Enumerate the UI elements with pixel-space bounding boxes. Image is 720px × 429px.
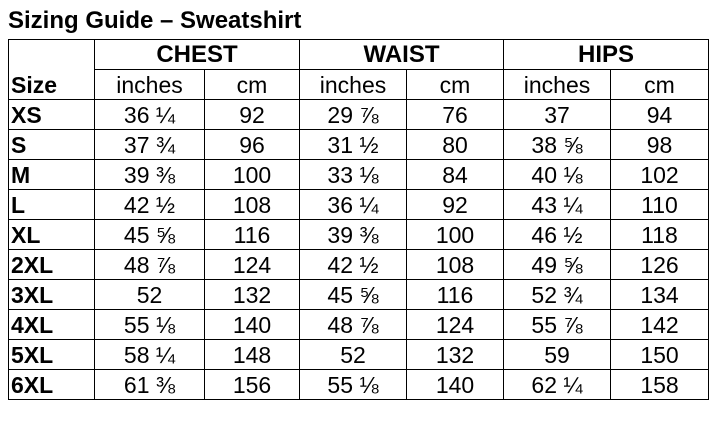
- waist-inches-cell: 42 ½: [300, 250, 407, 280]
- table-row: [9, 190, 709, 220]
- size-cell: 4XL: [9, 310, 95, 340]
- hips-cm-cell: 158: [611, 370, 709, 400]
- waist-inches-cell: 48 ⅞: [300, 310, 407, 340]
- hips-cm-cell: 110: [611, 190, 709, 220]
- hips-cm-cell: 118: [611, 220, 709, 250]
- waist-cm-cell: 92: [407, 190, 504, 220]
- waist-cm-cell: 84: [407, 160, 504, 190]
- table-row: [9, 280, 709, 310]
- chest-cm-cell: 140: [205, 310, 300, 340]
- table-row: [9, 130, 709, 160]
- chest-inches-cell: 58 ¼: [95, 340, 205, 370]
- waist-cm-cell: 108: [407, 250, 504, 280]
- chest-inches-cell: 52: [95, 280, 205, 310]
- waist-cm-cell: 124: [407, 310, 504, 340]
- chest-inches-cell: 48 ⅞: [95, 250, 205, 280]
- size-column-header: Size: [9, 40, 95, 100]
- hips-inches-cell: 43 ¼: [504, 190, 611, 220]
- waist-inches-cell: 36 ¼: [300, 190, 407, 220]
- hips-cm-cell: 102: [611, 160, 709, 190]
- hips-cm-cell: 150: [611, 340, 709, 370]
- chest-cm-cell: 116: [205, 220, 300, 250]
- chest-cm-header: cm: [205, 70, 300, 100]
- waist-cm-cell: 132: [407, 340, 504, 370]
- waist-cm-cell: 76: [407, 100, 504, 130]
- size-cell: 5XL: [9, 340, 95, 370]
- chest-inches-cell: 39 ⅜: [95, 160, 205, 190]
- chest-inches-cell: 37 ¾: [95, 130, 205, 160]
- size-cell: L: [9, 190, 95, 220]
- hips-inches-cell: 59: [504, 340, 611, 370]
- waist-cm-cell: 100: [407, 220, 504, 250]
- table-row: [9, 100, 709, 130]
- chest-inches-cell: 61 ⅜: [95, 370, 205, 400]
- waist-group-header: WAIST: [300, 40, 504, 70]
- table-row: [9, 220, 709, 250]
- table-row: [9, 250, 709, 280]
- waist-cm-cell: 140: [407, 370, 504, 400]
- hips-inches-header: inches: [504, 70, 611, 100]
- hips-inches-cell: 49 ⅝: [504, 250, 611, 280]
- chest-cm-cell: 108: [205, 190, 300, 220]
- chest-cm-cell: 96: [205, 130, 300, 160]
- waist-inches-cell: 39 ⅜: [300, 220, 407, 250]
- waist-cm-header: cm: [407, 70, 504, 100]
- chest-inches-cell: 55 ⅛: [95, 310, 205, 340]
- chest-cm-cell: 156: [205, 370, 300, 400]
- table-row: [9, 160, 709, 190]
- table-row: [9, 370, 709, 400]
- chest-inches-cell: 45 ⅝: [95, 220, 205, 250]
- chest-inches-cell: 42 ½: [95, 190, 205, 220]
- chest-cm-cell: 148: [205, 340, 300, 370]
- chest-cm-cell: 124: [205, 250, 300, 280]
- hips-group-header: HIPS: [504, 40, 709, 70]
- hips-cm-cell: 94: [611, 100, 709, 130]
- waist-inches-cell: 52: [300, 340, 407, 370]
- hips-inches-cell: 55 ⅞: [504, 310, 611, 340]
- chest-group-header: CHEST: [95, 40, 300, 70]
- waist-inches-header: inches: [300, 70, 407, 100]
- hips-inches-cell: 37: [504, 100, 611, 130]
- hips-inches-cell: 62 ¼: [504, 370, 611, 400]
- chest-inches-header: inches: [95, 70, 205, 100]
- table-row: [9, 310, 709, 340]
- hips-cm-header: cm: [611, 70, 709, 100]
- waist-cm-cell: 80: [407, 130, 504, 160]
- size-cell: 2XL: [9, 250, 95, 280]
- waist-cm-cell: 116: [407, 280, 504, 310]
- size-cell: XS: [9, 100, 95, 130]
- waist-inches-cell: 29 ⅞: [300, 100, 407, 130]
- size-cell: 6XL: [9, 370, 95, 400]
- size-cell: M: [9, 160, 95, 190]
- hips-inches-cell: 38 ⅝: [504, 130, 611, 160]
- hips-cm-cell: 142: [611, 310, 709, 340]
- sizing-table: [8, 39, 709, 400]
- chest-cm-cell: 92: [205, 100, 300, 130]
- waist-inches-cell: 31 ½: [300, 130, 407, 160]
- size-cell: S: [9, 130, 95, 160]
- chest-cm-cell: 132: [205, 280, 300, 310]
- page-title: Sizing Guide – Sweatshirt: [8, 7, 302, 34]
- hips-inches-cell: 40 ⅛: [504, 160, 611, 190]
- waist-inches-cell: 55 ⅛: [300, 370, 407, 400]
- hips-inches-cell: 46 ½: [504, 220, 611, 250]
- waist-inches-cell: 45 ⅝: [300, 280, 407, 310]
- size-cell: XL: [9, 220, 95, 250]
- hips-cm-cell: 126: [611, 250, 709, 280]
- hips-inches-cell: 52 ¾: [504, 280, 611, 310]
- hips-cm-cell: 98: [611, 130, 709, 160]
- chest-inches-cell: 36 ¼: [95, 100, 205, 130]
- size-cell: 3XL: [9, 280, 95, 310]
- hips-cm-cell: 134: [611, 280, 709, 310]
- chest-cm-cell: 100: [205, 160, 300, 190]
- waist-inches-cell: 33 ⅛: [300, 160, 407, 190]
- table-row: [9, 340, 709, 370]
